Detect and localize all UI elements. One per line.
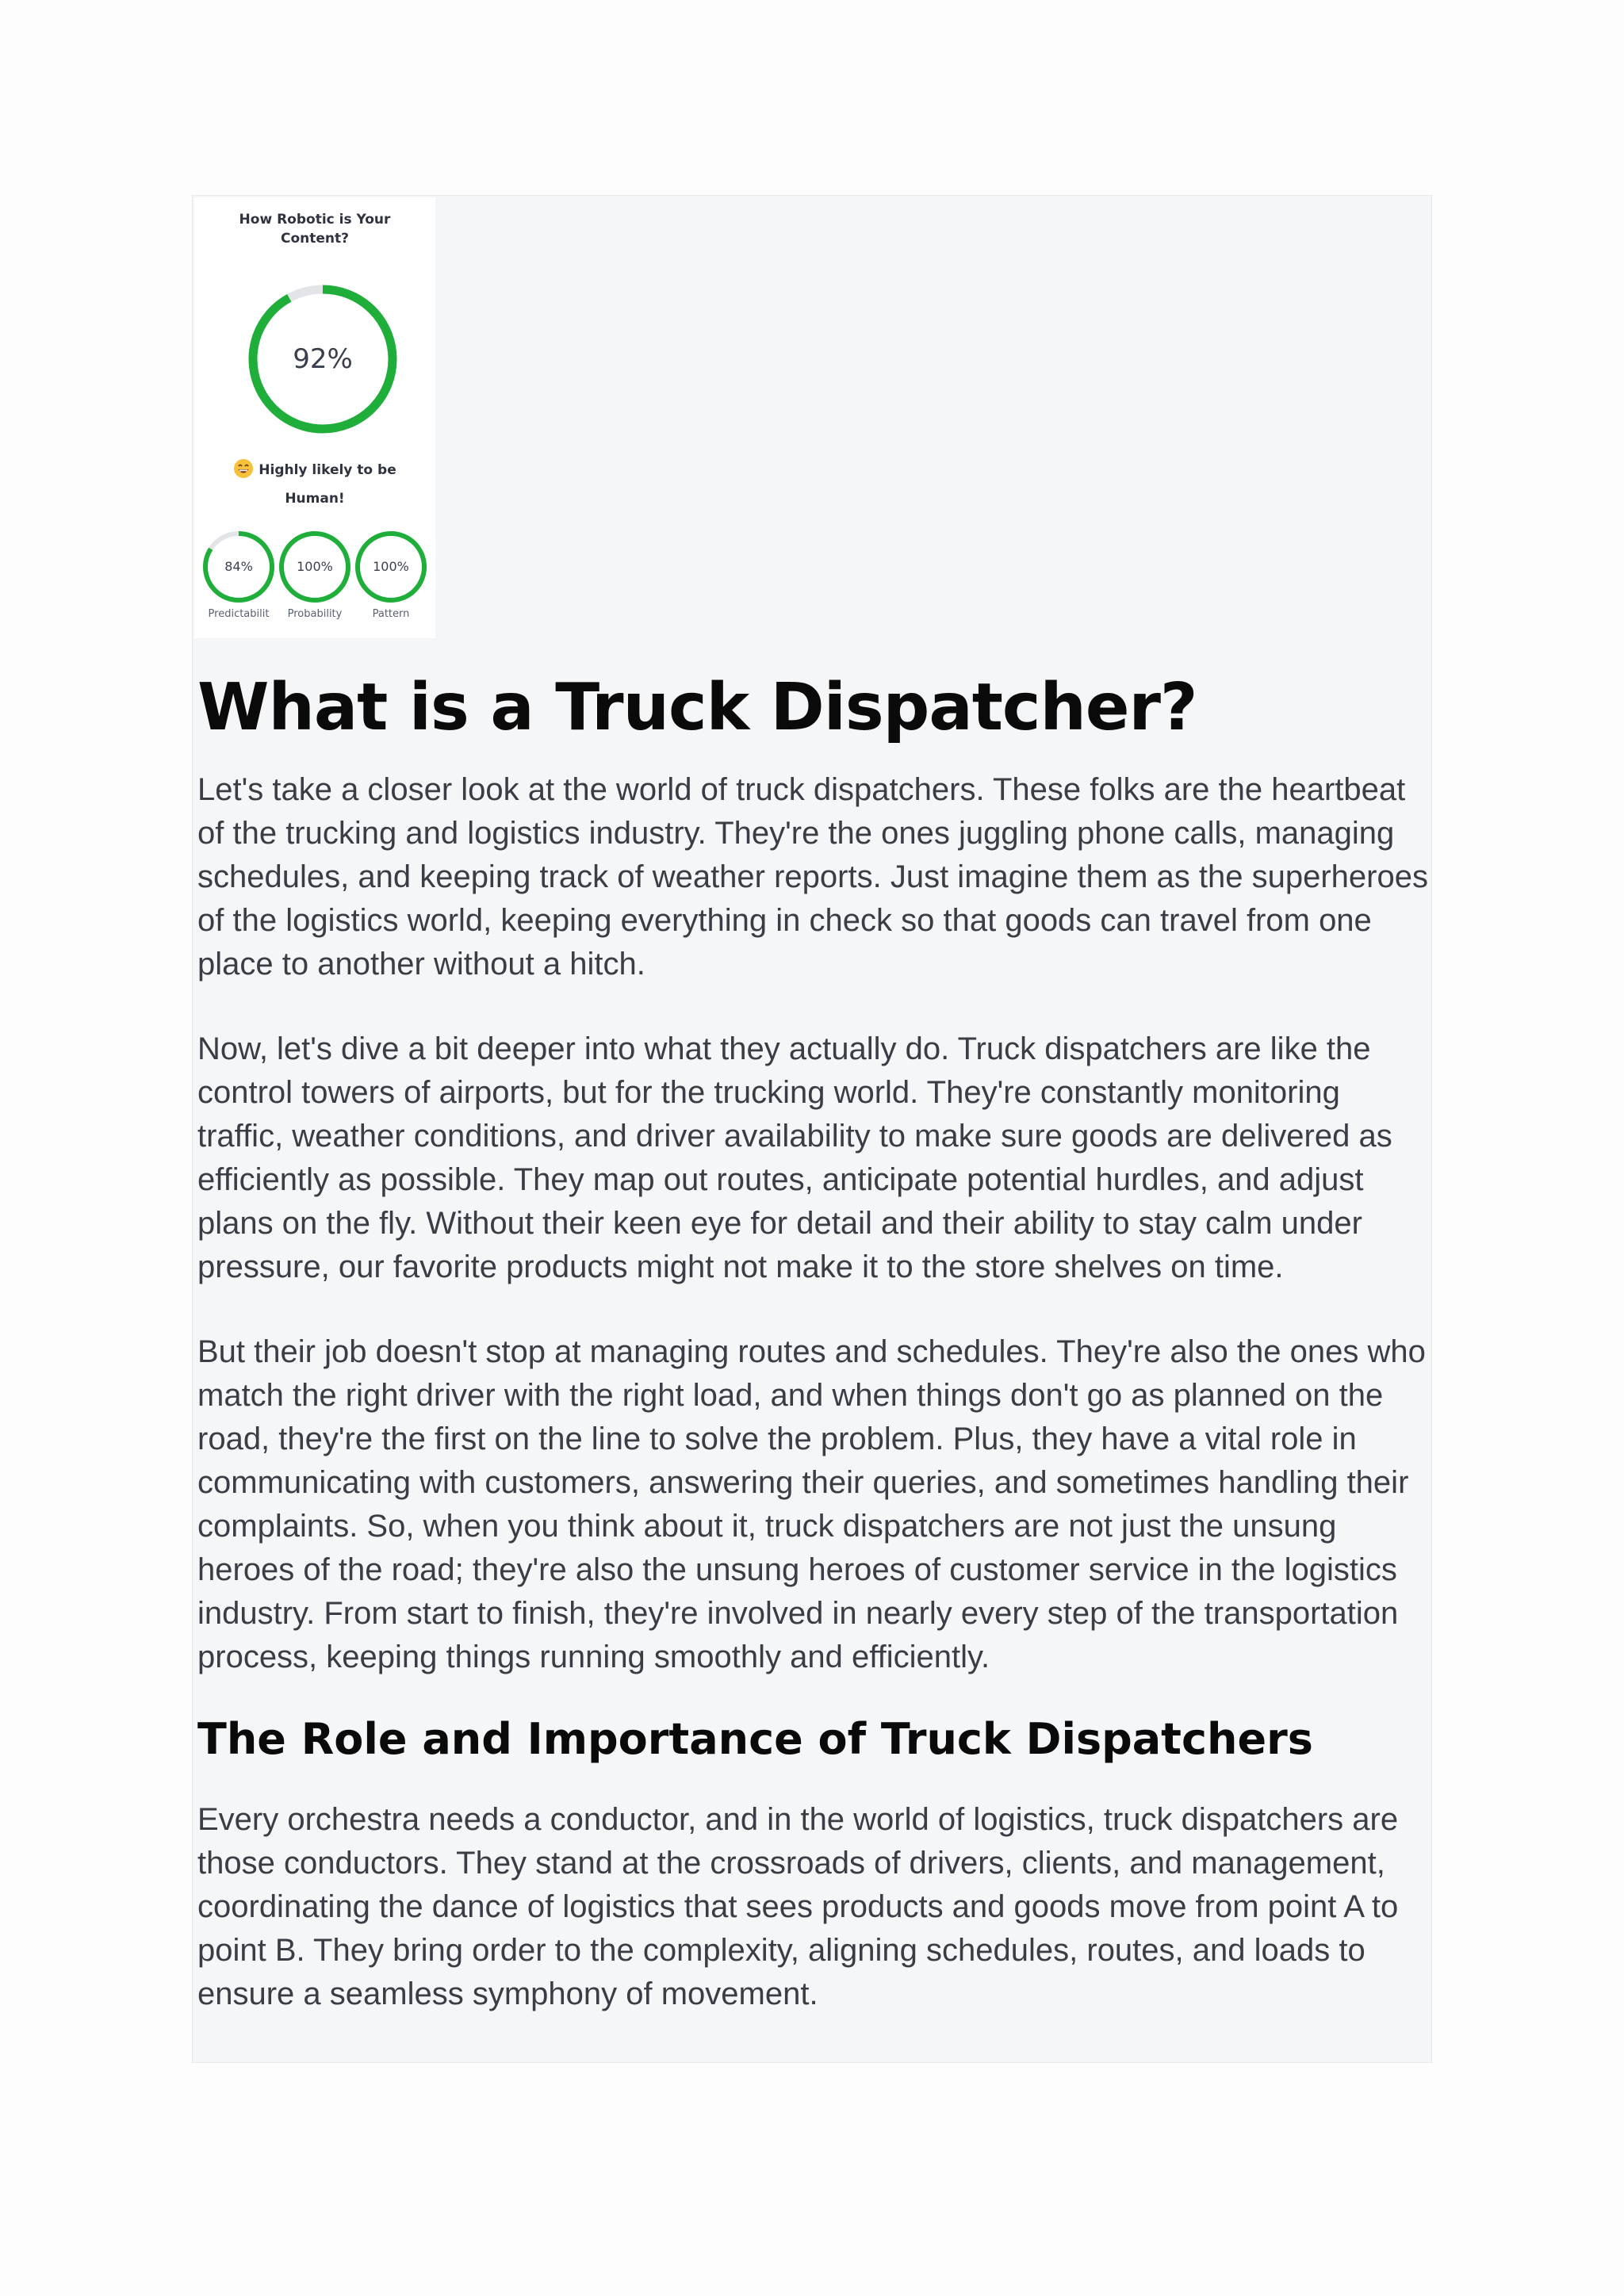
metric-label: Probability (287, 608, 343, 620)
metric-value: 100% (373, 559, 409, 574)
metric-label: Predictabilit (208, 608, 270, 620)
paragraph-intro: Let's take a closer look at the world of truck dispatchers. These folks are the heartbeat of the trucking and logistics industry. They're the ones juggling phone calls, managing schedules, and keeping track of weather reports. Just imagine them as the superheroes of the logistics world, keeping everything in check so that goods can travel from one place to another without a hitch. (197, 772, 1428, 982)
verdict-text (218, 456, 412, 513)
metric-value: 84% (224, 559, 253, 574)
widget-title (194, 210, 435, 248)
section-heading: The Role and Importance of Truck Dispatchers (197, 1714, 1313, 1764)
verdict-line1: Highly likely to be (259, 462, 396, 478)
grinning-face-icon (233, 458, 254, 479)
metric-value: 100% (297, 559, 333, 574)
paragraph-role: Every orchestra needs a conductor, and in the world of logistics, truck dispatchers are those conductors. They stand at the crossroads of drivers, clients, and management, coordinating the dance of logistics that sees products and goods move from point A to point B. They bring order to the complexity, aligning schedules, routes, and loads to ensure a seamless symphony of movement. (197, 1802, 1399, 2011)
robotic-score-widget (194, 197, 435, 638)
paragraph-duties: Now, let's dive a bit deeper into what they actually do. Truck dispatchers are like the control towers of airports, but for the trucking world. They're constantly monitoring traffic, weather conditions, and driver availability to make sure goods are delivered as efficiently as possible. They map out routes, anticipate potential hurdles, and adjust plans on the fly. Without their keen eye for detail and their ability to stay calm under pressure, our favorite products might not make it to the store shelves on time. (197, 1031, 1392, 1284)
verdict-line2: Human! (285, 491, 345, 507)
widget-title-line1: How Robotic is Your (239, 212, 391, 228)
article-body (197, 668, 1434, 2016)
widget-title-line2: Content? (280, 231, 349, 247)
paragraph-responsibilities: But their job doesn't stop at managing routes and schedules. They're also the ones who match the right driver with the right load, and when things don't go as planned on the road, they're the first on the line to solve the problem. Plus, they have a vital role in communicating with customers, answering their queries, and sometimes handling their complaints. So, when you think about it, truck dispatchers are not just the unsung heroes of the road; they're also the unsung heroes of customer service in the logistics industry. From start to finish, they're involved in nearly every step of the transportation process, keeping things running smoothly and efficiently. (197, 1334, 1426, 1674)
article-title: What is a Truck Dispatcher? (197, 670, 1197, 745)
main-score-value: 92% (293, 343, 353, 375)
content-panel (192, 195, 1432, 2063)
metric-label: Pattern (372, 608, 410, 620)
